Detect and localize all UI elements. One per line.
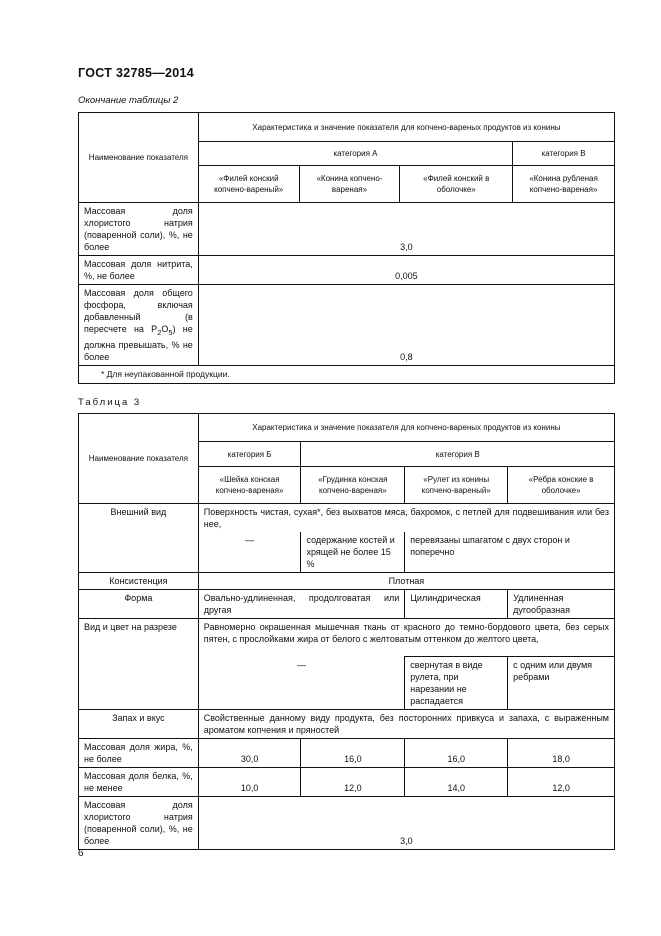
document-title: ГОСТ 32785—2014 [78, 66, 195, 80]
t3-appearance-bones: содержание костей и хрящей не более 15 % [301, 532, 405, 573]
t2-row-name: Массовая доля нитрита, %, не более [79, 256, 199, 285]
t3-consistency-name: Консистенция [79, 573, 199, 590]
t3-fat-value: 16,0 [405, 739, 508, 768]
t3-product-3: «Рулет из конины копчено-вареный» [405, 467, 508, 504]
table2-caption: Окончание таблицы 2 [78, 95, 179, 106]
table-2 [78, 112, 615, 384]
t3-category-b: категория Б [198, 442, 301, 467]
t3-char-header: Характеристика и значение показателя для копчено-вареных продуктов из конины [198, 414, 614, 442]
t3-form-oval: Овально-удлиненная, продолговатая или другая [198, 590, 405, 619]
t3-form-elongated: Удлиненная дугообразная [508, 590, 615, 619]
t3-fat-name: Массовая доля жира, %, не более [79, 739, 199, 768]
t3-form-name: Форма [79, 590, 199, 619]
t2-char-header: Характеристика и значение показателя для копчено-вареных продуктов из конины [198, 113, 614, 142]
t3-fat-value: 30,0 [198, 739, 301, 768]
t3-cut-dash: — [198, 657, 405, 710]
t3-salt-name: Массовая доля хлористого натрия (поваренной соли), %, не более [79, 797, 199, 850]
t3-protein-value: 14,0 [405, 768, 508, 797]
t3-appearance-name: Внешний вид [79, 504, 199, 573]
t3-product-2: «Грудинка конская копчено-вареная» [301, 467, 405, 504]
t2-category-b: категория В [513, 142, 615, 166]
t2-product-1: «Филей конский копчено-вареный» [198, 166, 299, 203]
table-3 [78, 413, 615, 850]
t2-product-3: «Филей конский в оболочке» [400, 166, 513, 203]
t3-appearance-dash: — [198, 532, 301, 573]
t3-cut-name: Вид и цвет на разрезе [79, 619, 199, 710]
t2-row-name: Массовая доля общего фосфора, включая добавленный (в пересчете на $P_2O_5$) не должна превышать, % не более [79, 285, 199, 366]
t3-product-4: «Ребра конские в оболочке» [508, 467, 615, 504]
t2-product-4: «Конина рубленая копчено-вареная» [513, 166, 615, 203]
t2-product-2: «Конина копчено-вареная» [299, 166, 400, 203]
t3-consistency-value: Плотная [198, 573, 614, 590]
t2-row-value: 0,8 [198, 285, 614, 366]
t3-salt-value: 3,0 [198, 797, 614, 850]
table3-caption: Таблица 3 [78, 397, 142, 408]
t3-protein-value: 10,0 [198, 768, 301, 797]
t3-cut-common: Равномерно окрашенная мышечная ткань от красного до темно-бордового цвета, без серых пятен, с прослойками жира от белого с желтоватым оттенком до желтого цвета, [198, 619, 614, 657]
t3-col-name-header: Наименование показателя [79, 414, 199, 504]
t3-cut-roll: свернутая в виде рулета, при нарезании не распадается [405, 657, 508, 710]
t2-row-name: Массовая доля хлористого натрия (поваренной соли), %, не более [79, 203, 199, 256]
t3-product-1: «Шейка конская копчено-вареная» [198, 467, 301, 504]
t3-protein-value: 12,0 [301, 768, 405, 797]
t3-smell-value: Свойственные данному виду продукта, без посторонних привкуса и запаха, с выраженным ароматом копчения и пряностей [198, 710, 614, 739]
t3-protein-value: 12,0 [508, 768, 615, 797]
page-number: 6 [78, 848, 84, 859]
t3-fat-value: 18,0 [508, 739, 615, 768]
t3-smell-name: Запах и вкус [79, 710, 199, 739]
t2-footnote: * Для неупакованной продукции. [79, 365, 615, 383]
t3-fat-value: 16,0 [301, 739, 405, 768]
t3-appearance-common: Поверхность чистая, сухая*, без выхватов мяса, бахромок, с петлей для подвешивания или без нее, [198, 504, 614, 533]
t2-row-value: 3,0 [198, 203, 614, 256]
t2-col-name-header: Наименование показателя [79, 113, 199, 203]
t3-cut-ribs: с одним или двумя ребрами [508, 657, 615, 710]
t3-form-cylindrical: Цилиндрическая [405, 590, 508, 619]
t2-category-a: категория А [198, 142, 512, 166]
t2-row-value: 0,005 [198, 256, 614, 285]
t3-category-v: категория В [301, 442, 615, 467]
t3-protein-name: Массовая доля белка, %, не менее [79, 768, 199, 797]
t3-appearance-twine: перевязаны шпагатом с двух сторон и поперечно [405, 532, 615, 573]
